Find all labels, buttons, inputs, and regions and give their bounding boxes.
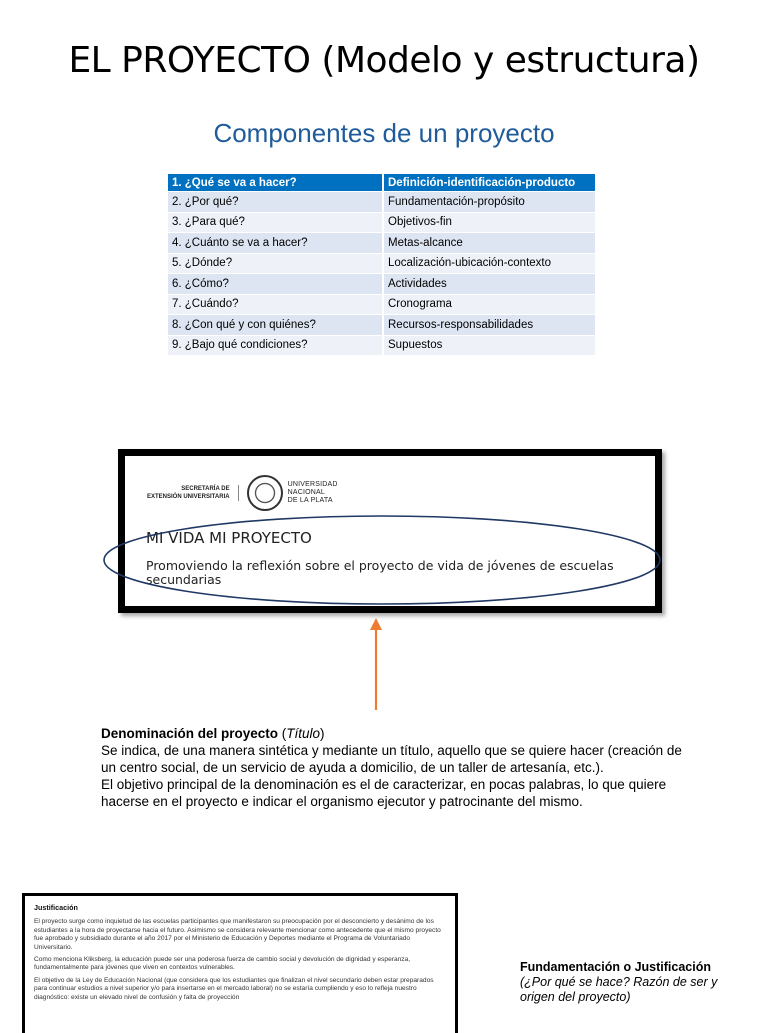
table-cell: 8. ¿Con qué y con quiénes? [168,315,383,336]
table-cell: 5. ¿Dónde? [168,253,383,274]
table-row [168,335,596,355]
justificacion-title: Justificación [34,903,78,912]
secretaria-label [147,485,239,501]
denominacion-heading-bold: Denominación del proyecto [101,726,279,741]
secretaria-line: EXTENSIÓN UNIVERSITARIA [147,494,230,500]
table-cell: Cronograma [383,294,596,315]
table-cell: Localización-ubicación-contexto [383,253,596,274]
table-header-cell: 1. ¿Qué se va a hacer? [168,174,383,192]
table-cell: 3. ¿Para qué? [168,212,383,233]
table-cell: 2. ¿Por qué? [168,192,383,213]
university-line: NACIONAL [287,489,325,496]
table-cell: Metas-alcance [383,233,596,254]
denominacion-heading-italic: Título [286,726,321,741]
table-row [168,233,596,254]
project-name: MI VIDA MI PROYECTO [146,529,312,547]
denominacion-heading [101,725,691,742]
table-cell: 9. ¿Bajo qué condiciones? [168,335,383,355]
fundamentacion-section [520,960,750,1005]
justificacion-paragraph: El proyecto surge como inquietud de las escuelas participantes que manifestaron su preocupación por el desconcierto y desánimo de los estudiantes a la hora de proyectarse hacia el futuro. Asimismo se considera relevante mencionar como antecedente que el mismo proyecto fue aprobado y subsidiado durante el año 2017 por el Ministerio de Educación y Deportes mediante el Programa de Voluntariado Universitario. [34,918,441,951]
denominacion-paragraph: El objetivo principal de la denominación es el de caracterizar, en pocas palabras, lo que quiere hacerse en el proyecto e indicar el organismo ejecutor y patrocinante del mismo. [101,777,667,809]
justificacion-paragraph: Como menciona Kliksberg, la educación puede ser una poderosa fuerza de cambio social y devolución de dignidad y esperanza, fundamentalmente para jóvenes que viven en contextos vulnerables. [34,956,411,972]
fundamentacion-heading: Fundamentación o Justificación [520,960,711,974]
table-header-cell: Definición-identificación-producto [383,174,596,192]
table-cell: Supuestos [383,335,596,355]
justificacion-example [22,893,458,1033]
table-row [168,253,596,274]
fundamentacion-italic: (¿Por qué se hace? Razón de ser y origen del proyecto) [520,975,718,1004]
table-cell: 4. ¿Cuánto se va a hacer? [168,233,383,254]
table-cell: 6. ¿Cómo? [168,274,383,295]
university-line: DE LA PLATA [287,497,333,504]
project-subtitle: Promoviendo la reflexión sobre el proyecto de vida de jóvenes de escuelas secundarias [146,558,614,587]
highlight-ellipse [100,512,665,608]
secretaria-line: SECRETARÍA DE [181,486,230,492]
up-arrow-icon [366,616,386,712]
table-cell: Objetivos-fin [383,212,596,233]
university-seal-icon [247,475,283,511]
denominacion-paragraph: Se indica, de una manera sintética y mediante un título, aquello que se quiere hacer (creación de un centro social, de un servicio de ayuda a domicilio, de un taller de artesanía, etc.). [101,743,682,775]
table-cell: 7. ¿Cuándo? [168,294,383,315]
fundamentacion-description [520,975,750,1005]
table-header-row [168,174,596,192]
table-row [168,274,596,295]
paren: ( [278,726,287,741]
components-table [168,174,597,355]
table-row [168,294,596,315]
table-row [168,315,596,336]
denominacion-section [101,725,691,810]
table-row [168,212,596,233]
table-cell: Actividades [383,274,596,295]
table-cell: Fundamentación-propósito [383,192,596,213]
institution-header [147,473,338,513]
paren: ) [320,726,325,741]
table-cell: Recursos-responsabilidades [383,315,596,336]
section-subtitle: Componentes de un proyecto [213,118,555,148]
university-line: UNIVERSIDAD [287,481,338,488]
justificacion-paragraph: El objetivo de la Ley de Educación Nacional (que considera que los estudiantes que finalizan el nivel secundario deben estar preparados para continuar estudios a nivel superior y/o para insertarse en el mercado laboral) no se estaría cumpliendo y eso lo refleja nuestro diagnóstico: existe un elevado nivel de confusión y falta de proyección [34,976,434,1001]
table-row [168,192,596,213]
page-title: EL PROYECTO (Modelo y estructura) [68,40,700,81]
university-label [288,481,338,505]
